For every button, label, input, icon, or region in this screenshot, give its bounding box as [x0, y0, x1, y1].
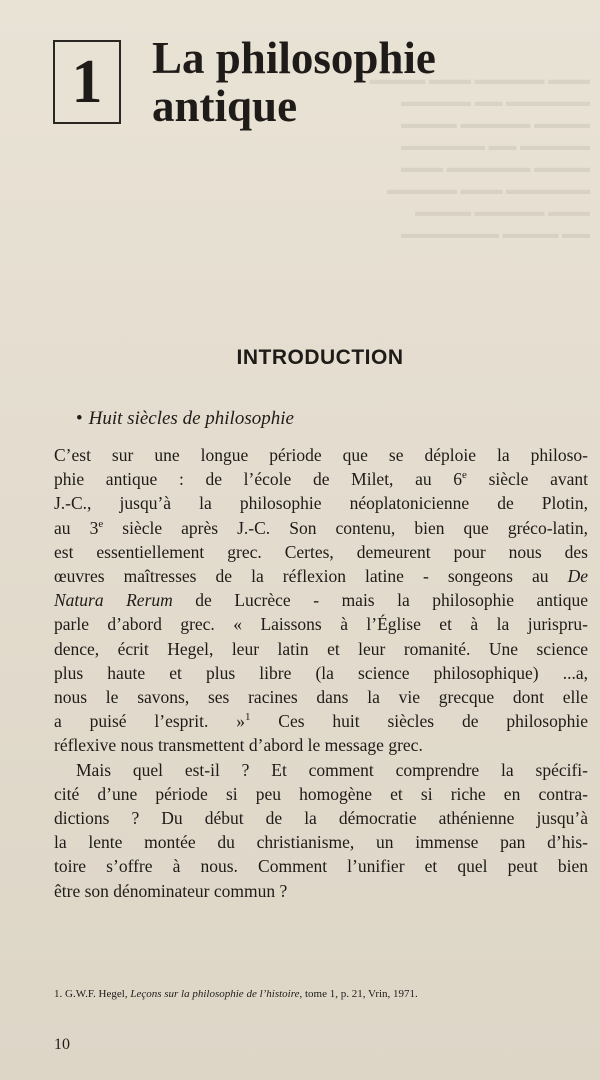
text-line: être son dénominateur commun ?: [54, 880, 288, 901]
page-number: 10: [54, 1036, 70, 1053]
text-line: a puisé l’esprit. »$^1$ Ces huit siècles de philosophie: [54, 711, 588, 732]
text-line: dictions ? Du début de la démocratie athénienne jusqu’à: [54, 808, 588, 829]
section-heading: INTRODUCTION: [236, 346, 404, 369]
text-line: nous le savons, ses racines dans la vie grecque dont elle: [54, 687, 588, 708]
subheading-text: Huit siècles de philosophie: [88, 408, 294, 429]
text-line: Mais quel est-il ? Et comment comprendre la spécifi-: [76, 759, 588, 780]
text-line: œuvres maîtresses de la réflexion latine - songeons au De: [54, 566, 588, 587]
text-line: phie antique : de l’école de Milet, au 6e siècle avant: [54, 469, 589, 490]
text-line: dence, écrit Hegel, leur latin et leur romanité. Une science: [54, 638, 588, 659]
chapter-number: 1: [71, 48, 103, 116]
footnote: 1. G.W.F. Hegel, Leçons sur la philosophie de l’histoire, tome 1, p. 21, Vrin, 1971.: [54, 988, 418, 1000]
text-line: J.-C., jusqu’à la philosophie néoplatonicienne de Plotin,: [54, 493, 588, 514]
body-text: [54, 443, 588, 903]
text-line: Natura Rerum de Lucrèce - mais la philosophie antique: [54, 590, 588, 611]
text-line: la lente montée du christianisme, un immense pan d’his-: [54, 832, 588, 853]
chapter-number-box: [53, 40, 121, 124]
text-line: plus haute et plus libre (la science philosophique) ...a,: [54, 662, 588, 683]
chapter-title-line-2: antique: [152, 81, 298, 131]
subheading: [76, 408, 294, 430]
text-line: réflexive nous transmettent d’abord le message grec.: [54, 735, 423, 756]
text-line: toire s’offre à nous. Comment l’unifier et quel peut bien: [54, 856, 588, 877]
chapter-title-line-1: La philosophie: [152, 33, 436, 83]
text-line: cité d’une période si peu homogène et si riche en contra-: [54, 783, 588, 804]
chapter-title: [152, 34, 572, 130]
text-line: parle d’abord grec. « Laissons à l’Église et à la jurispru-: [54, 614, 588, 635]
text-line: C’est sur une longue période que se déploie la philoso-: [54, 445, 588, 465]
show-through-text: ▬▬▬▬ ▬▬▬ ▬▬▬▬▬ ▬▬▬ ▬▬▬▬▬ ▬▬ ▬▬▬▬▬▬ ▬▬▬▬ ▬▬▬▬▬ ▬▬▬▬ ▬▬▬▬▬▬ ▬▬ ▬▬▬▬▬ ▬▬▬ ▬▬▬▬▬▬ ▬▬▬▬ ▬▬▬▬▬ ▬▬▬ ▬▬▬▬▬▬ ▬▬▬▬ ▬▬▬▬▬ ▬▬▬ ▬▬▬▬▬▬▬ ▬▬▬▬ ▬▬: [369, 73, 590, 242]
text-line: est essentiellement grec. Certes, demeurent pour nous des: [54, 541, 588, 562]
bullet-icon: •: [76, 408, 83, 429]
text-line: au 3e siècle après J.-C. Son contenu, bien que gréco-latin,: [54, 517, 588, 538]
